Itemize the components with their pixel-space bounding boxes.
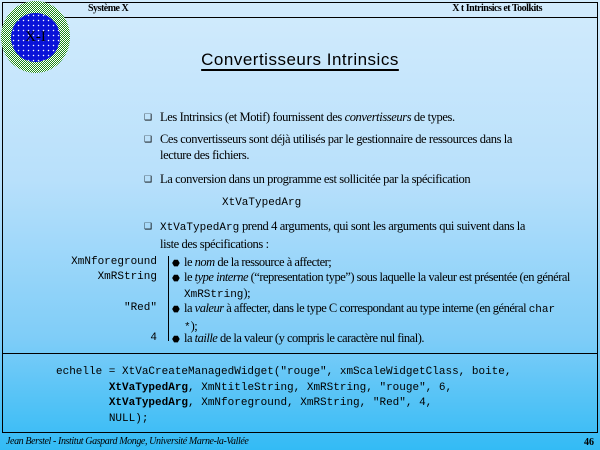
bullet-2: Ces convertisseurs sont déjà utilisés par le gestionnaire de ressources dans la lecture des fichiers. (160, 132, 512, 162)
page-number: 46 (584, 437, 594, 448)
header-right: X t Intrinsics et Toolkits (452, 3, 542, 14)
bullet-square-icon: ❑ (144, 134, 153, 144)
arg-label: XmRString (97, 271, 157, 283)
bullet-dot-icon: ⬣ (172, 273, 180, 283)
bullet-dot-icon: ⬣ (172, 304, 180, 314)
arg-label: "Red" (123, 302, 157, 314)
bullet-3: La conversion dans un programme est sollicitée par la spécification (160, 172, 471, 186)
code-block: echelle = XtVaCreateManagedWidget("rouge", xmScaleWidgetClass, boite, XtVaTypedArg, XmNtitleString, XmRString, "rouge", 6, XtVaTypedArg, XmNforeground, XmRString, "Red", 4, NULL); (56, 366, 512, 425)
bullet-dot-icon: ⬣ (172, 258, 180, 268)
bullet-square-icon: ❑ (144, 112, 153, 122)
slide-title: Convertisseurs Intrinsics (201, 50, 399, 69)
bullet-1: Les Intrinsics (et Motif) fournissent des convertisseurs de types. (160, 110, 455, 124)
header-divider (62, 17, 598, 18)
arg-label: XmNforeground (71, 256, 157, 268)
arg-desc: le type interne (“representation type”) sous laquelle la valeur est présentée (en général XmRString); (184, 270, 570, 301)
arg-label: 4 (150, 332, 157, 344)
bullet-square-icon: ❑ (144, 221, 153, 231)
logo-text: X-I (11, 13, 60, 62)
arg-desc: la taille de la valeur (y compris le caractère nul final). (184, 331, 424, 345)
bullet-4: XtVaTypedArg prend 4 arguments, qui sont les arguments qui suivent dans la liste des spécifications : (160, 219, 526, 251)
arg-desc: le nom de la ressource à affecter; (184, 255, 332, 269)
arg-desc: la valeur à affecter, dans le type C correspondant au type interne (en général char *); (184, 301, 556, 334)
footer-author: Jean Berstel - Institut Gaspard Monge, Université Marne-la-Vallée (6, 436, 249, 447)
header-left: Système X (88, 3, 129, 14)
bullet-square-icon: ❑ (144, 174, 153, 184)
bullet-dot-icon: ⬣ (172, 334, 180, 344)
code-divider (2, 353, 598, 354)
bullet-3-code: XtVaTypedArg (222, 197, 302, 209)
arg-divider (168, 256, 169, 341)
